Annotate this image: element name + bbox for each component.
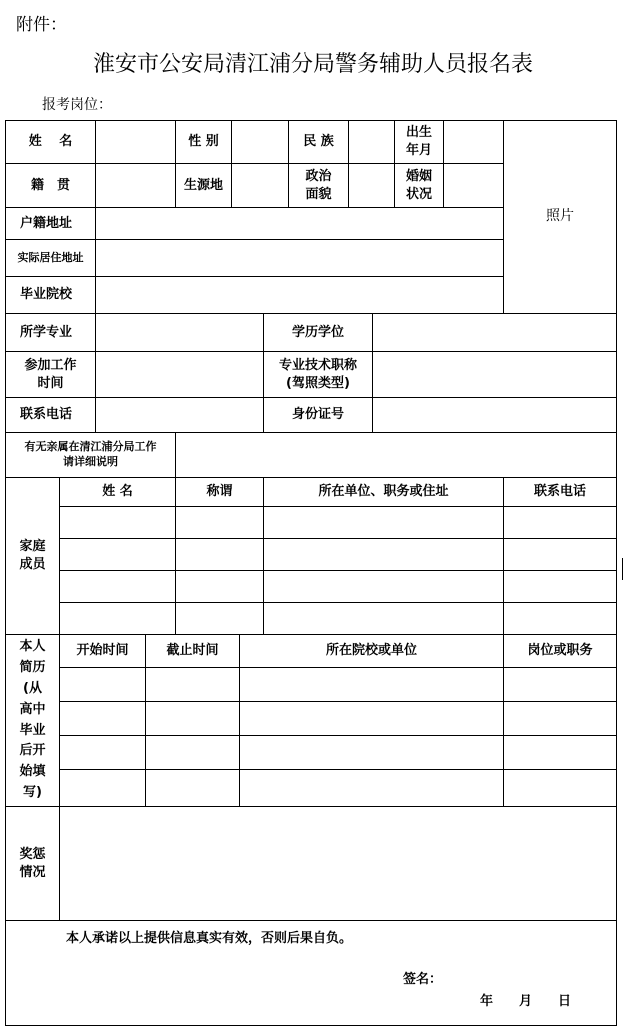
resume-cell[interactable]	[145, 667, 240, 702]
resume-cell[interactable]	[59, 735, 146, 770]
title-license-label: 专业技术职称 (驾照类型)	[263, 351, 373, 398]
family-header-name: 姓 名	[59, 477, 176, 507]
resume-cell[interactable]	[239, 735, 504, 770]
rewards-field[interactable]	[59, 806, 617, 921]
resume-header-end: 截止时间	[145, 634, 240, 668]
resume-header-unit: 所在院校或单位	[239, 634, 504, 668]
school-label: 毕业院校	[5, 276, 96, 314]
political-label: 政治 面貌	[288, 163, 349, 208]
name-label: 姓 名	[5, 120, 96, 164]
resume-cell[interactable]	[145, 701, 240, 736]
gender-field[interactable]	[231, 120, 289, 164]
family-cell[interactable]	[263, 506, 504, 539]
attachment-label: 附件：	[16, 15, 67, 35]
native-place-field[interactable]	[95, 163, 176, 208]
margin-mark	[622, 558, 623, 580]
family-cell[interactable]	[263, 570, 504, 603]
title-license-field[interactable]	[372, 351, 617, 398]
family-header-phone: 联系电话	[503, 477, 617, 507]
work-start-field[interactable]	[95, 351, 264, 398]
hukou-label: 户籍地址	[5, 207, 96, 240]
family-cell[interactable]	[503, 506, 617, 539]
birth-label: 出生 年月	[394, 120, 444, 164]
birth-field[interactable]	[443, 120, 504, 164]
resume-cell[interactable]	[59, 701, 146, 736]
family-header-unit: 所在单位、职务或住址	[263, 477, 504, 507]
origin-field[interactable]	[231, 163, 289, 208]
resume-cell[interactable]	[503, 701, 617, 736]
form-title: 淮安市公安局清江浦分局警务辅助人员报名表	[92, 52, 533, 77]
family-cell[interactable]	[59, 506, 176, 539]
resume-cell[interactable]	[59, 667, 146, 702]
id-number-field[interactable]	[372, 397, 617, 433]
family-section-label: 家庭 成员	[5, 477, 60, 635]
marital-label: 婚姻 状况	[394, 163, 444, 208]
family-cell[interactable]	[263, 602, 504, 635]
resume-cell[interactable]	[503, 667, 617, 702]
native-place-label: 籍 贯	[5, 163, 96, 208]
resume-header-start: 开始时间	[59, 634, 146, 668]
id-number-label: 身份证号	[263, 397, 373, 433]
phone-field[interactable]	[95, 397, 264, 433]
degree-label: 学历学位	[263, 313, 373, 352]
relatives-label: 有无亲属在清江浦分局工作 请详细说明	[5, 432, 176, 478]
resume-cell[interactable]	[503, 769, 617, 807]
photo-box[interactable]: 照片	[503, 120, 617, 314]
family-cell[interactable]	[175, 602, 264, 635]
family-cell[interactable]	[503, 570, 617, 603]
school-field[interactable]	[95, 276, 504, 314]
relatives-field[interactable]	[175, 432, 617, 478]
family-cell[interactable]	[59, 538, 176, 571]
family-cell[interactable]	[175, 506, 264, 539]
post-label: 报考岗位：	[42, 97, 112, 113]
name-field[interactable]	[95, 120, 176, 164]
ethnicity-field[interactable]	[348, 120, 395, 164]
resume-cell[interactable]	[239, 701, 504, 736]
major-field[interactable]	[95, 313, 264, 352]
signature-label[interactable]: 签名：	[403, 972, 443, 987]
work-start-label: 参加工作 时间	[5, 351, 96, 398]
family-header-relation: 称谓	[175, 477, 264, 507]
family-cell[interactable]	[175, 538, 264, 571]
date-label[interactable]: 年 月 日	[480, 994, 572, 1009]
pledge-text: 本人承诺以上提供信息真实有效，否则后果自负。	[66, 931, 353, 946]
origin-label: 生源地	[175, 163, 232, 208]
resume-cell[interactable]	[145, 769, 240, 807]
family-cell[interactable]	[503, 538, 617, 571]
gender-label: 性 别	[175, 120, 232, 164]
political-field[interactable]	[348, 163, 395, 208]
marital-field[interactable]	[443, 163, 504, 208]
family-cell[interactable]	[59, 570, 176, 603]
degree-field[interactable]	[372, 313, 617, 352]
resume-cell[interactable]	[503, 735, 617, 770]
residence-label: 实际居住地址	[5, 239, 96, 277]
phone-label: 联系电话	[5, 397, 96, 433]
rewards-label: 奖惩 情况	[5, 806, 60, 921]
family-cell[interactable]	[503, 602, 617, 635]
ethnicity-label: 民 族	[288, 120, 349, 164]
resume-section-label: 本人 简历 (从 高中 毕业 后开 始填 写)	[5, 634, 60, 807]
resume-cell[interactable]	[59, 769, 146, 807]
major-label: 所学专业	[5, 313, 96, 352]
resume-cell[interactable]	[239, 769, 504, 807]
family-cell[interactable]	[175, 570, 264, 603]
resume-cell[interactable]	[145, 735, 240, 770]
hukou-field[interactable]	[95, 207, 504, 240]
resume-cell[interactable]	[239, 667, 504, 702]
residence-field[interactable]	[95, 239, 504, 277]
family-cell[interactable]	[59, 602, 176, 635]
family-cell[interactable]	[263, 538, 504, 571]
resume-header-post: 岗位或职务	[503, 634, 617, 668]
